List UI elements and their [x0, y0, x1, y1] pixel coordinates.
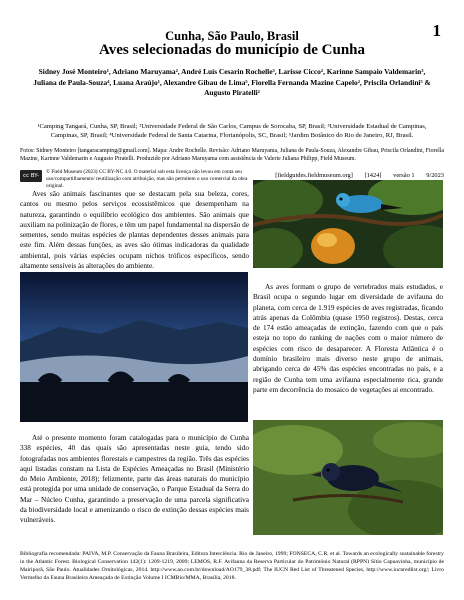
guide-code: [1424]	[364, 172, 382, 179]
intro-paragraph: Aves são animais fascinantes que se destacam pela sua beleza, cores, cantos ou mesmo pelos serviços ecossistêmicos que desempenham na natureza, garantindo o equilíbrio ecológico dos ambientes. São animais que auxiliam na polinização de flores, e têm um papel fundamental na dispersão de sementes, sendo muitas espécies de plantas dependentes desses animais para este fim. Além dessas funções, as aves são ótimas indicadoras da qualidade ambiental, pois várias espécies ocupam nichos tróficos específicos, sendo altamente sensíveis às alterações do ambiente.	[20, 190, 249, 271]
photo-credits: Fotos: Sidney Monteiro [tangaracamping@gmail.com]. Mapa: Andre Rochelle. Revisão: Adriano Maruyama, Juliana de Paula-Souza, Alexandre Gibau, Priscila Orlandini, Fiorella Mazine, Karinne Valdemarin e Augusto Piratelli. Produzido por Adriano Maruyama com assistência de Valerie Juliana Philipp, Field Museum.	[20, 148, 444, 162]
bibliography: Bibliografia recomendada: PAIVA, M.P. Conservação da Fauna Brasileira, Editora Interciência. Rio de Janeiro, 1999; FONSECA, C.R. et al. Towards an ecologically sustainable forestry in the Atlantic Forest. Biological Conservation 142(1): 1209-1219, 2009; LEMOS, R.F. Avifauna da Reserva Particular do Patrimônio Natural (RPPN) Sítio Capuavinha, município de Mairiporã, São Paulo. Atualidades Ornitológicas, 2014. http://www.ao.com.br/download/AO179_38.pdf; The IUCN Red List of Threatened Species, http://www.iucnredlist.org/; Livro Vermelho da Fauna Brasileira Ameaçada de Extinção Volume I ICMBio/MMA, Brasília, 2018.	[20, 551, 444, 582]
license-text: © Field Museum (2023) CC BY-NC 4.0. O material sob esta licença não levou em conta seu uso/compartilhamento/ reutilização com atribuição, mas não permitem o uso comercial da obra original.	[46, 169, 248, 189]
page-title: Aves selecionadas do município de Cunha	[98, 42, 365, 58]
catalog-paragraph: Até o presente momento foram catalogadas para o município de Cunha 338 espécies, 40 das quais são apresentadas neste guia, tendo sido fotografadas nos ambientes florestais e campestres da região. Três das espécies aqui listadas constam na Lista de Espécies Ameaçadas no Brasil (Ministério do Meio Ambiente, 2018); felizmente, parte das áreas naturais do município está protegida por uma unidade de conservação, o Parque Estadual da Serra do Mar – Núcleo Cunha, garantindo a preservação de uma parcela significativa da biodiversidade local e amenizando o risco de extinção dessas espécies mais vulneráveis.	[20, 434, 249, 525]
affiliations: ¹Camping Tangará, Cunha, SP, Brasil; ²Universidade Federal de São Carlos, Campus de Sorocaba, SP, Brasil; ³Universidade Estadual de Campinas, Campinas, SP, Brasil; ⁴Universidade Federal de Santa Catarina, Florianópolis, SC, Brasil; ⁵Jardim Botânico do Rio de Janeiro, RJ, Brasil.	[37, 123, 427, 139]
region-heading: Cunha, São Paulo, Brasil	[165, 29, 299, 43]
tanager-illustration	[253, 180, 443, 268]
page-number: 1	[432, 21, 441, 40]
diversity-paragraph: As aves formam o grupo de vertebrados mais estudados, e Brasil ocupa o segundo lugar em diversidade de avifauna do planeta, com cerca de 1.919 espécies de aves registradas, ficando atrás apenas da Colômbia (quase 1950 registros). Destas, cerca de 174 estão ameaçadas de extinção, fazendo com que o país esteja no topo do ranking de nações com o maior número de espécies com risco de desaparecer. A Floresta Atlântica é o domínio brasileiro mais diverso neste grupo de animais, abrigando cerca de 45% das espécies encontradas no país, e a região de Cunha tem uma avifauna especialmente rica, grande parte em decorrência do mosaico de vegetações ai encontrado.	[253, 283, 443, 394]
author-list: Sidney José Monteiro¹, Adriano Maruyama², André Luís Cesarin Rochelle³, Larisse Cicco², Karinne Sampaio Valdemarin³, Juliana de Paula-Souza⁴, Luana Araújo¹, Alexandre Gibau de Lima⁵, Fiorella Fernanda Mazine Capelo², Priscila Orlandini⁵ & Augusto Piratelli²	[33, 67, 431, 98]
guide-date: 9/2023	[426, 172, 444, 179]
tanager-photo	[253, 180, 443, 268]
site-link[interactable]: [fieldguides.fieldmuseum.org]	[275, 172, 353, 179]
dark-bird-photo	[253, 420, 443, 535]
dark-bird-illustration	[253, 420, 443, 535]
guide-meta	[265, 172, 444, 179]
cc-license-icon: cc BY-NC	[20, 170, 42, 182]
landscape-photo	[20, 272, 248, 422]
mountain-landscape-illustration	[20, 272, 248, 422]
guide-version: versão 1	[393, 172, 415, 179]
